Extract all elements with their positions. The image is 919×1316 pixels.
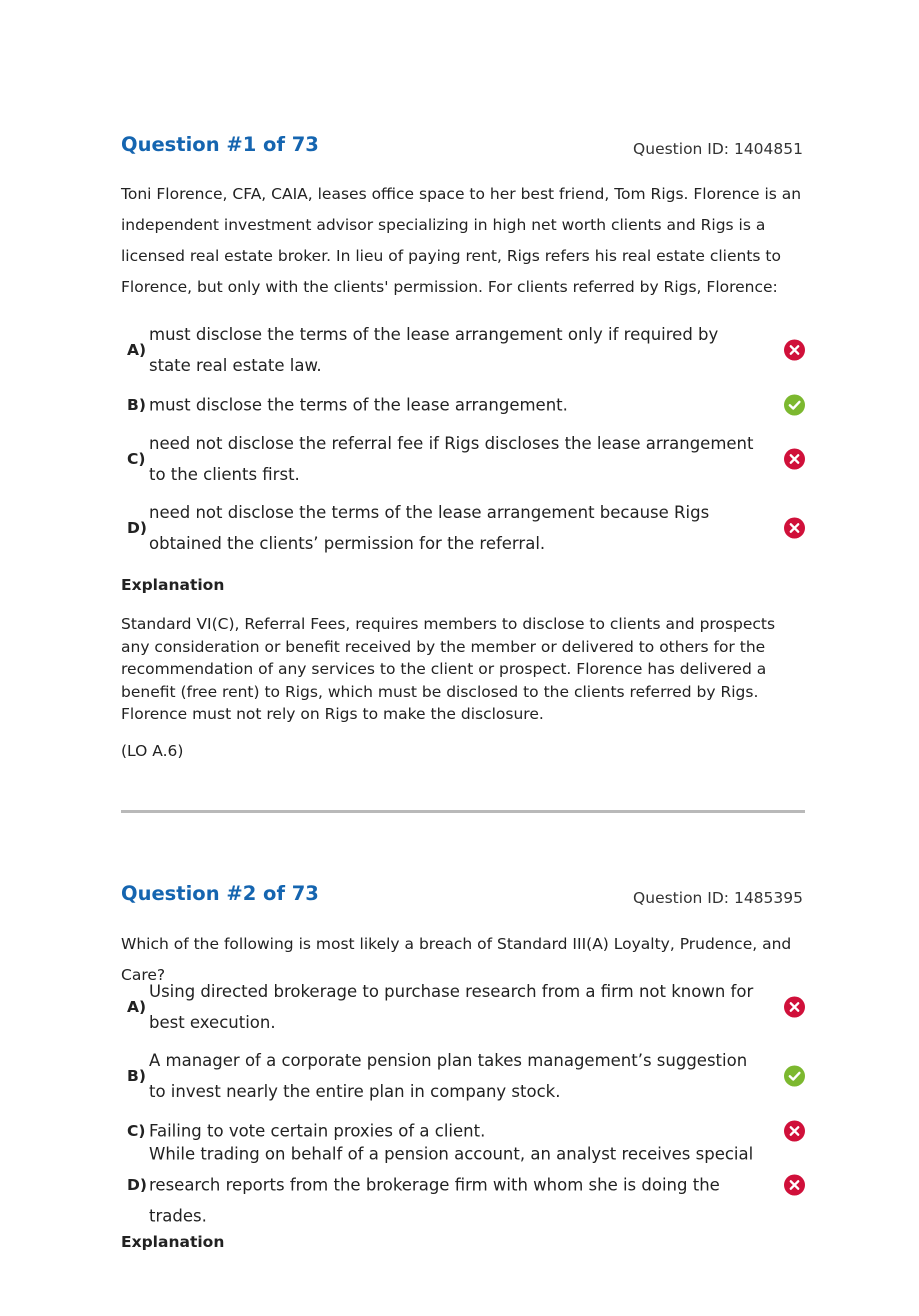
option-text: A manager of a corporate pension plan takes management’s suggestion to invest nearly the entire plan in company stock. — [149, 1051, 748, 1101]
incorrect-icon — [784, 518, 805, 539]
answer-option-b[interactable] — [121, 1045, 805, 1107]
option-letter: A) — [127, 998, 147, 1016]
question-divider — [121, 810, 805, 813]
question-id: Question ID: 1485395 — [633, 889, 803, 907]
correct-check-icon — [784, 394, 805, 415]
option-text: While trading on behalf of a pension account, an analyst receives special research reports from the brokerage firm with whom she is doing the trades. — [149, 1144, 754, 1226]
option-text: must disclose the terms of the lease arrangement only if required by state real estate law. — [149, 325, 719, 375]
option-letter: B) — [127, 1067, 146, 1085]
option-letter: D) — [127, 519, 147, 537]
option-letter: B) — [127, 395, 146, 414]
option-text: Failing to vote certain proxies of a client. — [149, 1121, 486, 1140]
explanation-text: Standard VI(C), Referral Fees, requires members to disclose to clients and prospects any consideration or benefit received by the member or delivered to others for the recommendation of any services to the client or prospect. Florence has delivered a benefit (free rent) to Rigs, which must be disclosed to the clients referred by Rigs. Florence must not rely on Rigs to make the disclosure. — [121, 615, 776, 724]
answer-option-a[interactable] — [121, 319, 805, 381]
question-title: Question #2 of 73 — [121, 882, 319, 905]
option-letter: A) — [127, 341, 147, 359]
incorrect-icon — [784, 997, 805, 1018]
option-text: Using directed brokerage to purchase research from a firm not known for best execution. — [149, 982, 754, 1032]
incorrect-icon — [784, 449, 805, 470]
answer-option-d[interactable] — [121, 497, 805, 559]
explanation-heading: Explanation — [121, 1233, 225, 1251]
answer-option-a[interactable] — [121, 976, 805, 1038]
answer-option-d[interactable] — [121, 1144, 805, 1226]
question-title: Question #1 of 73 — [121, 133, 319, 156]
correct-check-icon — [784, 1066, 805, 1087]
question-id: Question ID: 1404851 — [633, 140, 803, 158]
learning-outcome: (LO A.6) — [121, 742, 184, 760]
option-text: need not disclose the terms of the lease arrangement because Rigs obtained the clients’ permission for the referral. — [149, 503, 710, 553]
incorrect-icon — [784, 1120, 805, 1141]
question-stem: Toni Florence, CFA, CAIA, leases office space to her best friend, Tom Rigs. Florence is an independent investment advisor specializing in high net worth clients and Rigs is a licensed real estate broker. In lieu of paying rent, Rigs refers his real estate clients to Florence, but only with the clients' permission. For clients referred by Rigs, Florence: — [121, 185, 802, 296]
answer-option-b[interactable] — [121, 389, 805, 420]
option-letter: D) — [127, 1176, 147, 1194]
answer-option-c[interactable] — [121, 428, 805, 490]
incorrect-icon — [784, 340, 805, 361]
option-letter: C) — [127, 450, 146, 468]
option-letter: C) — [127, 1121, 146, 1140]
explanation-heading: Explanation — [121, 576, 225, 594]
incorrect-icon — [784, 1175, 805, 1196]
question-stem: Which of the following is most likely a breach of Standard III(A) Loyalty, Prudence, and Care? — [121, 935, 792, 984]
option-text: must disclose the terms of the lease arrangement. — [149, 395, 568, 414]
option-text: need not disclose the referral fee if Rigs discloses the lease arrangement to the clients first. — [149, 434, 754, 484]
